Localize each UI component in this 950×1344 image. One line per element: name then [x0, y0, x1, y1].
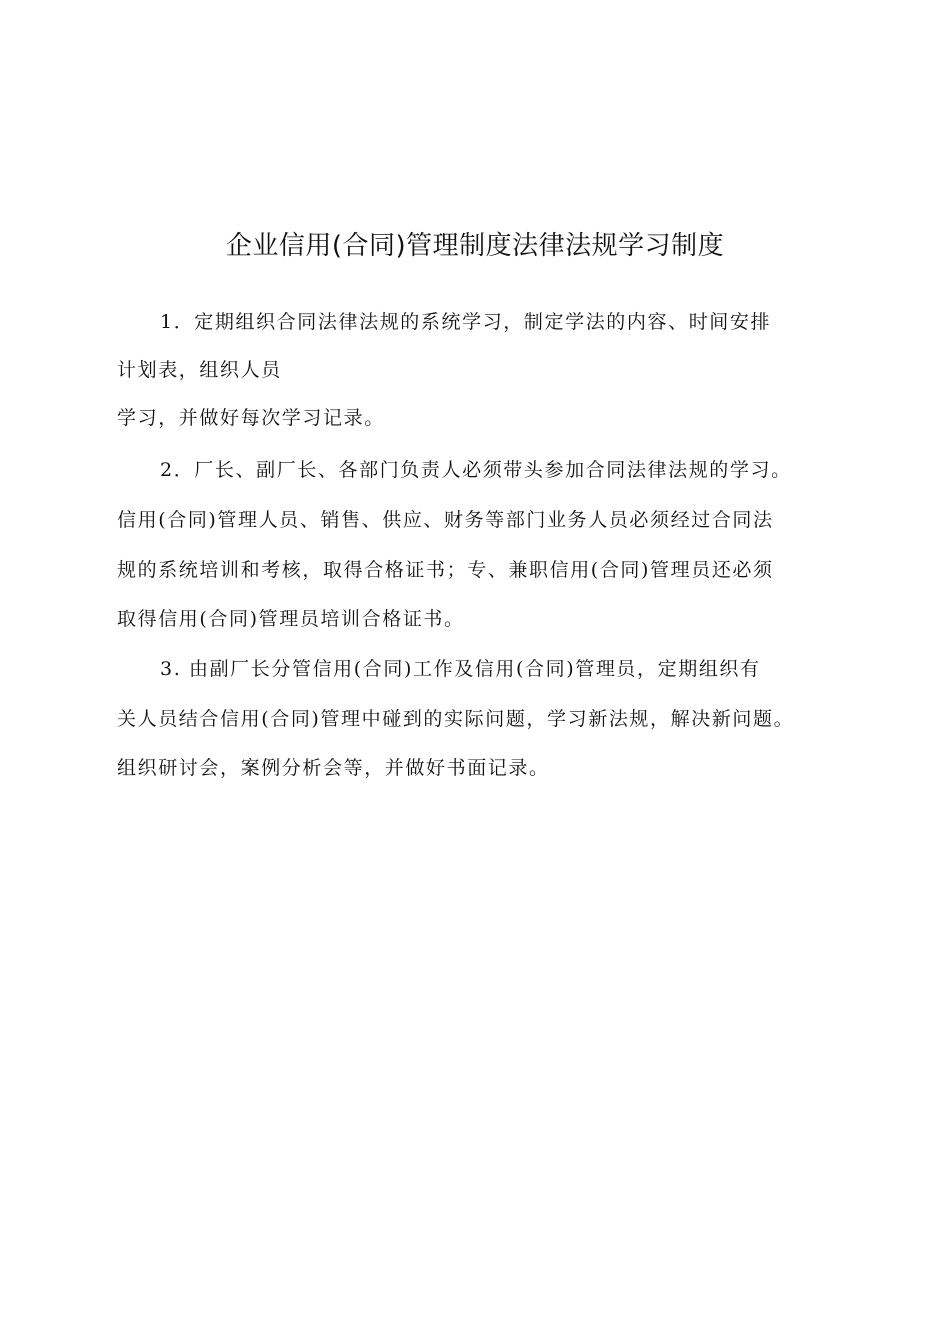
paragraph-3-line-1: 3. 由副厂长分管信用(合同)工作及信用(合同)管理员，定期组织有 [160, 658, 761, 680]
paragraph-1-line-2: 计划表，组织人员 [117, 359, 282, 381]
paragraph-1-line-1: 1．定期组织合同法律法规的系统学习，制定学法的内容、时间安排 [160, 311, 772, 333]
paragraph-2-line-2: 信用(合同)管理人员、销售、供应、财务等部门业务人员必须经过合同法 [117, 509, 774, 531]
paragraph-3-line-2: 关人员结合信用(合同)管理中碰到的实际问题，学习新法规，解决新问题。 [117, 708, 795, 730]
paragraph-1-line-3: 学习，并做好每次学习记录。 [117, 407, 385, 429]
paragraph-2-line-3: 规的系统培训和考核，取得合格证书；专、兼职信用(合同)管理员还必须 [117, 559, 774, 581]
paragraph-2-line-1: 2．厂长、副厂长、各部门负责人必须带头参加合同法律法规的学习。 [160, 459, 792, 481]
paragraph-2-line-4: 取得信用(合同)管理员培训合格证书。 [117, 608, 465, 630]
document-title: 企业信用(合同)管理制度法律法规学习制度 [225, 231, 725, 261]
paragraph-3-line-3: 组织研讨会，案例分析会等，并做好书面记录。 [117, 757, 550, 779]
